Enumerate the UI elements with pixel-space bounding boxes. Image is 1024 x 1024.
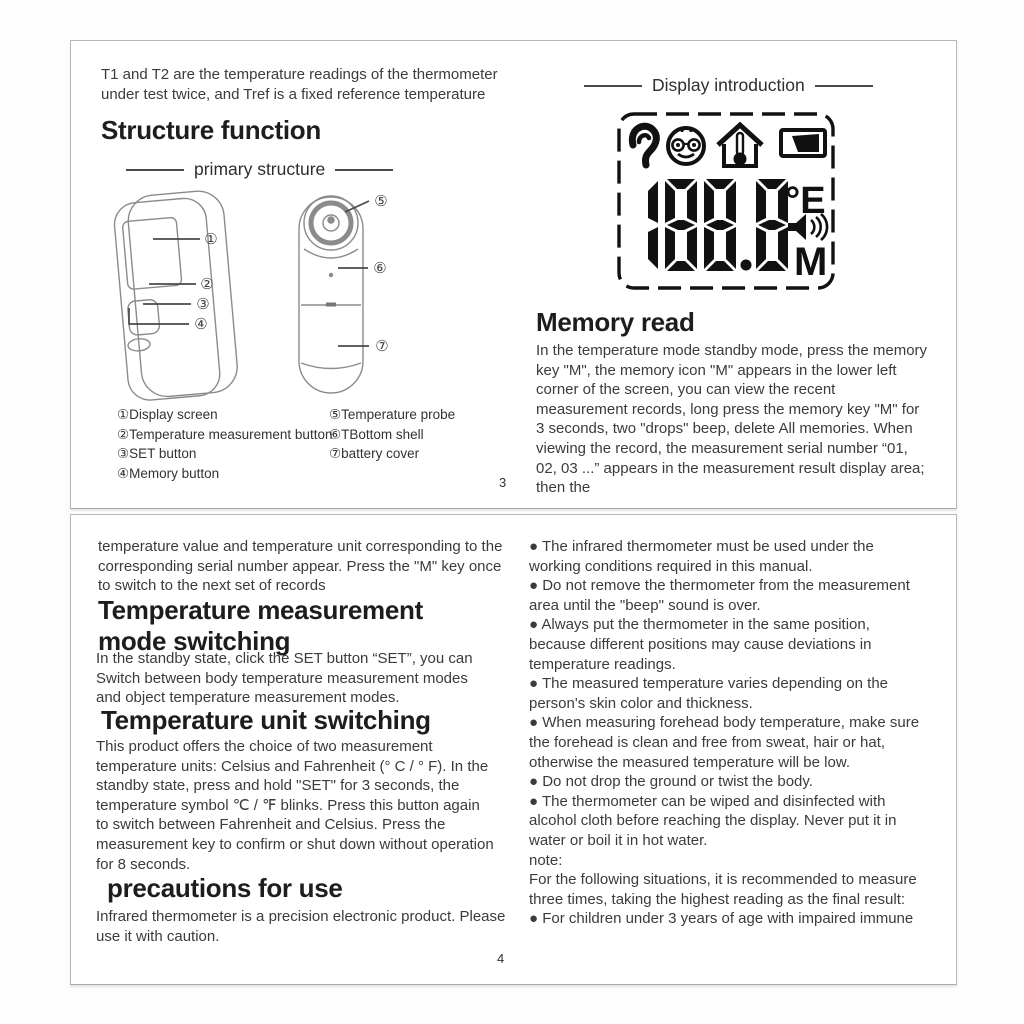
decorative-line bbox=[815, 85, 873, 87]
battery-icon bbox=[781, 130, 825, 156]
precaution-item: ● Always put the thermometer in the same position, because different positions may cause deviations in temperature readings. bbox=[529, 616, 872, 673]
decorative-line bbox=[126, 169, 184, 171]
callout-4: ④ bbox=[194, 316, 208, 333]
parts-list-right bbox=[329, 405, 455, 464]
device-front-diagram bbox=[112, 189, 239, 402]
primary-structure-label: primary structure bbox=[194, 159, 326, 179]
memory-indicator-letter: M bbox=[794, 240, 828, 284]
face-icon bbox=[668, 128, 704, 164]
unit-switching-heading: Temperature unit switching bbox=[101, 705, 431, 735]
precautions-intro-paragraph: Infrared thermometer is a precision electronic product. Please use it with caution. bbox=[96, 908, 506, 945]
mode-switching-paragraph: In the standby state, click the SET button “SET”, you can Switch between body temperature measurement modes and object temperature measurement modes. bbox=[96, 650, 473, 707]
note-label: note: bbox=[529, 851, 563, 869]
precaution-item: ● Do not remove the thermometer from the measurement area until the "beep" sound is over. bbox=[529, 577, 910, 614]
precautions-heading: precautions for use bbox=[107, 873, 343, 903]
primary-structure-subheader bbox=[126, 159, 426, 180]
mode-switching-heading: Temperature measurement mode switching bbox=[98, 595, 423, 656]
lcd-panel bbox=[616, 111, 836, 291]
manual-page-3 bbox=[70, 40, 957, 509]
house-thermometer-icon bbox=[718, 125, 762, 166]
callout-5: ⑤ bbox=[374, 193, 388, 210]
callout-numbers bbox=[194, 193, 388, 355]
parts-list-left bbox=[117, 405, 332, 483]
decorative-line bbox=[335, 169, 393, 171]
part-item-7: ⑦battery cover bbox=[329, 446, 420, 461]
page-number-4: 4 bbox=[497, 951, 505, 966]
part-item-4: ④Memory button bbox=[117, 465, 220, 481]
precaution-item: ● The thermometer can be wiped and disinfected with alcohol cloth before reaching the display. Never put it in water or boil it in hot water. bbox=[529, 792, 897, 849]
temperature-unit-symbol: °E bbox=[785, 180, 826, 222]
display-introduction-label: Display introduction bbox=[652, 75, 805, 95]
precautions-bullet-list bbox=[529, 537, 921, 929]
device-back-diagram bbox=[299, 196, 363, 393]
memory-read-heading: Memory read bbox=[536, 307, 695, 337]
display-introduction-subheader bbox=[584, 75, 876, 96]
note-paragraph: For the following situations, it is recommended to measure three times, taking the highest reading as the final result: bbox=[529, 871, 917, 908]
unit-switching-paragraph: This product offers the choice of two measurement temperature units: Celsius and Fahrenheit (° C / ° F). In the standby state, press and hold "SET" for 3 seconds, the temperature symbol ℃ / ℉ blinks. Press this button again to switch between Fahrenheit and Celsius. Press the measurement key to confirm or shut down without operation for 8 seconds. bbox=[96, 738, 494, 873]
device-structure-diagram bbox=[101, 187, 521, 405]
callout-1: ① bbox=[204, 231, 218, 248]
part-item-6: ⑥TBottom shell bbox=[329, 426, 424, 442]
part-item-3: ③SET button bbox=[117, 446, 197, 461]
callout-3: ③ bbox=[196, 296, 210, 313]
manual-page-4 bbox=[70, 514, 957, 985]
decorative-line bbox=[584, 85, 642, 87]
callout-6: ⑥ bbox=[373, 260, 387, 277]
lcd-digits bbox=[648, 179, 788, 271]
callout-2: ② bbox=[200, 276, 214, 293]
part-item-1: ①Display screen bbox=[117, 407, 218, 422]
records-continuation-paragraph: temperature value and temperature unit corresponding to the corresponding serial number appear. Press the "M" key once to switch to the next set of records bbox=[98, 538, 503, 595]
ear-icon bbox=[632, 126, 656, 165]
part-item-5: ⑤Temperature probe bbox=[329, 407, 456, 422]
precaution-item: ● When measuring forehead body temperature, make sure the forehead is clean and free from sweat, hair or hat, otherwise the measured temperature will be low. bbox=[529, 714, 920, 771]
callout-7: ⑦ bbox=[375, 338, 389, 355]
part-item-2: ②Temperature measurement button bbox=[117, 426, 333, 442]
memory-read-paragraph: In the temperature mode standby mode, press the memory key "M", the memory icon "M" appears in the lower left corner of the screen, you can view the recent measurement records, long press the memory key "M" for 3 seconds, two "drops" beep, delete All memories. When viewing the record, the measurement serial number “01, 02, 03 ...” appears in the measurement result display area; then the bbox=[536, 342, 928, 497]
page-number-3: 3 bbox=[499, 475, 507, 490]
precaution-item: ● The infrared thermometer must be used under the working conditions required in this manual. bbox=[529, 538, 874, 575]
intro-paragraph: T1 and T2 are the temperature readings of the thermometer under test twice, and Tref is a fixed reference temperature bbox=[101, 66, 498, 103]
precaution-item: ● For children under 3 years of age with impaired immune bbox=[529, 910, 914, 928]
structure-function-heading: Structure function bbox=[101, 115, 321, 145]
precaution-item: ● The measured temperature varies depending on the person's skin color and thickness. bbox=[529, 675, 889, 712]
precaution-item: ● Do not drop the ground or twist the body. bbox=[529, 773, 813, 791]
